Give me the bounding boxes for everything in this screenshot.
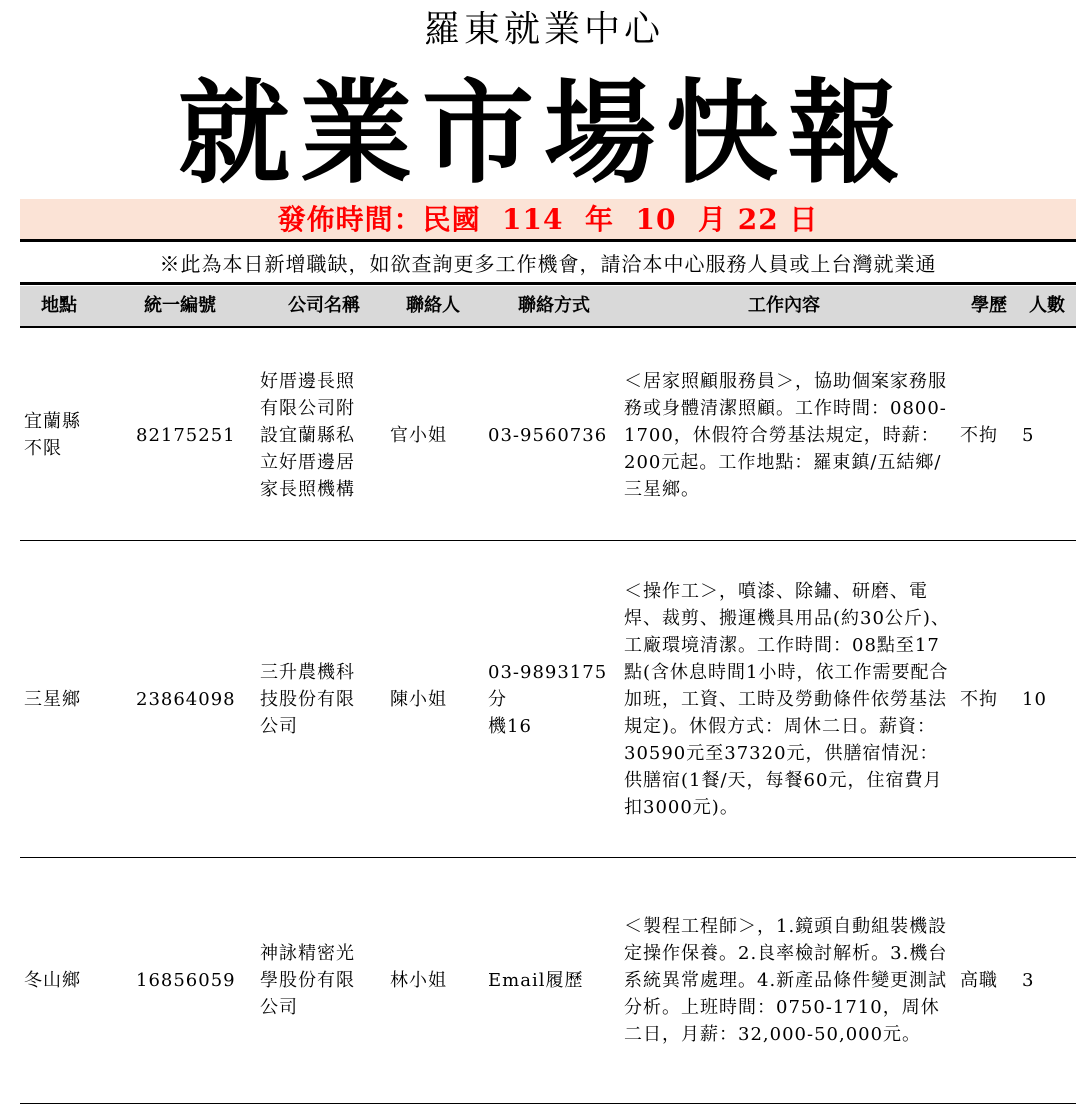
cell-method <box>488 330 618 540</box>
divider <box>20 282 1076 285</box>
column-header-location: 地點 <box>41 295 77 316</box>
cell-company <box>260 858 372 1103</box>
notice-text: ※此為本日新增職缺，如欲查詢更多工作機會，請洽本中心服務人員或上台灣就業通 <box>159 252 937 276</box>
cell-education-text: 高職 <box>960 970 998 991</box>
table-row <box>20 858 1076 1103</box>
cell-company-text: 神詠精密光學股份有限公司 <box>260 943 355 1018</box>
cell-location <box>24 330 104 540</box>
cell-contact <box>390 541 468 857</box>
table-row <box>20 541 1076 857</box>
page-title: 就業市場快報 <box>178 68 910 199</box>
cell-location-text: 宜蘭縣 不限 <box>24 411 81 459</box>
cell-id <box>136 541 246 857</box>
cell-content <box>624 858 954 1103</box>
cell-company-text: 好厝邊長照有限公司附設宜蘭縣私立好厝邊居家長照機構 <box>260 370 355 500</box>
cell-id-text: 23864098 <box>136 688 236 710</box>
cell-method-text: Email履歷 <box>488 970 584 991</box>
cell-count-text: 5 <box>1022 424 1035 446</box>
cell-location <box>24 541 104 857</box>
cell-count <box>1022 330 1062 540</box>
column-header-id: 統一編號 <box>144 295 216 316</box>
cell-count <box>1022 541 1062 857</box>
cell-method <box>488 858 618 1103</box>
cell-content <box>624 330 954 540</box>
cell-contact <box>390 858 468 1103</box>
cell-education <box>960 541 1016 857</box>
column-header-content: 工作內容 <box>748 295 820 316</box>
cell-id <box>136 858 246 1103</box>
cell-id-text: 82175251 <box>136 424 236 446</box>
cell-contact <box>390 330 468 540</box>
table-row <box>20 330 1076 540</box>
cell-content <box>624 541 954 857</box>
cell-location-text: 冬山鄉 <box>24 970 81 991</box>
publish-date-banner: 發佈時間：民國 114 年 10 月 22 日 <box>20 199 1076 239</box>
column-header-education: 學歷 <box>971 295 1007 316</box>
table-header <box>20 286 1076 328</box>
cell-count-text: 10 <box>1022 688 1047 710</box>
cell-education-text: 不拘 <box>960 688 998 710</box>
cell-method <box>488 541 618 857</box>
cell-education-text: 不拘 <box>960 424 998 446</box>
divider <box>20 239 1076 242</box>
cell-method-text: 03-9893175分 機16 <box>488 661 608 737</box>
org-name: 羅東就業中心 <box>423 9 664 50</box>
cell-company <box>260 330 372 540</box>
cell-id-text: 16856059 <box>136 970 236 991</box>
cell-content-text: ＜操作工＞，噴漆、除鏽、研磨、電焊、裁剪、搬運機具用品(約30公斤)、工廠環境清潔。工作時間：08點至17點(含休息時間1小時，依工作需要配合加班，工資、工時及勞動條件依勞基法規定)。休假方式：周休二日。薪資：30590元至37320元，供膳宿情況：供膳宿(1餐/天，每餐60元，住宿費月扣3000元)。 <box>624 580 950 818</box>
cell-method-text: 03-9560736 <box>488 424 608 446</box>
cell-count-text: 3 <box>1022 970 1035 991</box>
cell-contact-text: 林小姐 <box>390 970 447 991</box>
cell-education <box>960 330 1016 540</box>
cell-contact-text: 陳小姐 <box>390 688 447 710</box>
cell-company-text: 三升農機科技股份有限公司 <box>260 661 355 737</box>
column-header-count: 人數 <box>1029 295 1065 316</box>
cell-company <box>260 541 372 857</box>
cell-location <box>24 858 104 1103</box>
cell-count <box>1022 858 1062 1103</box>
cell-content-text: ＜居家照顧服務員＞，協助個案家務服務或身體清潔照顧。工作時間：0800-1700，休假符合勞基法規定，時薪：200元起。工作地點：羅東鎮/五結鄉/三星鄉。 <box>624 370 947 500</box>
cell-id <box>136 330 246 540</box>
column-header-company: 公司名稱 <box>288 295 360 316</box>
row-divider <box>20 1103 1076 1104</box>
cell-location-text: 三星鄉 <box>24 688 81 710</box>
cell-contact-text: 官小姐 <box>390 424 447 446</box>
column-header-method: 聯絡方式 <box>518 295 590 316</box>
cell-education <box>960 858 1016 1103</box>
column-header-contact: 聯絡人 <box>406 295 460 316</box>
cell-content-text: ＜製程工程師＞，1.鏡頭自動組裝機設定操作保養。2.良率檢討解析。3.機台系統異常處理。4.新產品條件變更測試分析。上班時間：0750-1710，周休二日，月薪：32,000-50,000元。 <box>624 916 948 1045</box>
